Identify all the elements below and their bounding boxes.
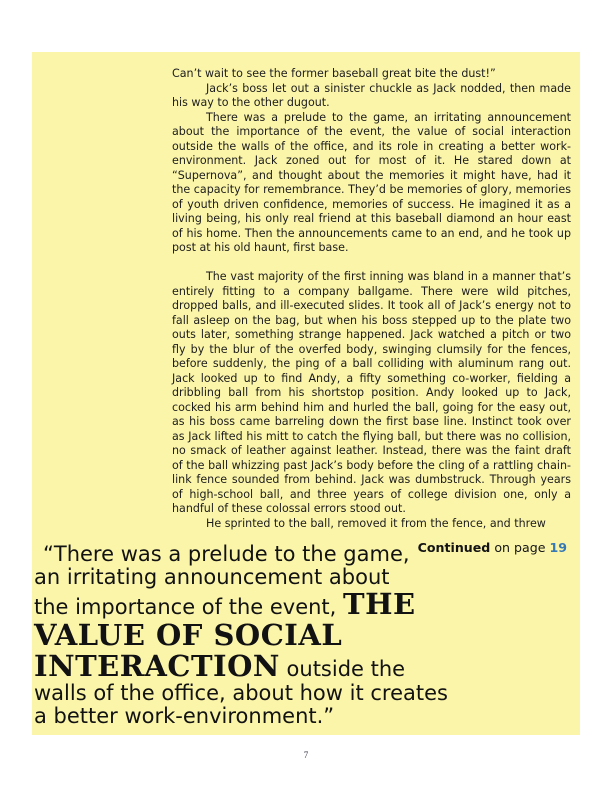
pull-quote bbox=[34, 543, 474, 728]
pull-quote-text: walls of the office, about how it creates bbox=[34, 681, 448, 705]
pull-quote-display-text: VALUE OF SOCIAL bbox=[34, 618, 343, 652]
pull-quote-display-text: INTERACTION bbox=[34, 649, 280, 683]
story-paragraph-2: Jack’s boss let out a sinister chuckle as Jack nodded, then made his way to the other dugout. bbox=[172, 81, 571, 109]
pull-quote-text: “There was a prelude to the game, bbox=[43, 542, 410, 566]
pull-quote-text: a better work-environment.” bbox=[34, 704, 335, 728]
pull-quote-line bbox=[34, 589, 474, 620]
pull-quote-line bbox=[34, 566, 474, 589]
pull-quote-line bbox=[34, 682, 474, 705]
story-column bbox=[172, 67, 571, 555]
pull-quote-text: the importance of the event, bbox=[34, 595, 344, 619]
continued-label: Continued bbox=[417, 540, 491, 555]
story-paragraph-1: Can’t wait to see the former baseball great bite the dust!” bbox=[172, 67, 496, 80]
continued-on-page-text: on page bbox=[490, 540, 550, 555]
pull-quote-text: outside the bbox=[279, 657, 406, 681]
page-number: 7 bbox=[303, 750, 309, 760]
magazine-page bbox=[32, 52, 580, 735]
pull-quote-line bbox=[34, 651, 474, 682]
story-paragraph-4: The vast majority of the first inning was bland in a manner that’s entirely fitting to a company ballgame. There were wild pitches, dropped balls, and ill-executed slides. It took all of Jack’s energy not to fall asleep on the bag, but when his boss stepped up to the plate two outs later, something strange happened. Jack watched a pitch or two fly by the blur of the overfed body, swinging clumsily for the fences, before suddenly, the ping of a ball colliding with aluminum rang out. Jack looked up to find Andy, a fifty something co-worker, fielding a dribbling ball from his shortstop position. Andy looked up to Jack, cocked his arm behind him and hurled the ball, going for the easy out, as his boss came barreling down the first base line. Instinct took over as Jack lifted his mitt to catch the flying ball, but there was no collision, no smack of leather against leather. Instead, there was the faint draft of the ball whizzing past Jack’s body before the cling of a rattling chain-link fence sounded from behind. Jack was dumbstruck. Through years of high-school ball, and three years of college division one, only a handful of these colossal errors stood out. bbox=[172, 270, 571, 515]
pull-quote-line bbox=[34, 620, 474, 651]
pull-quote-line bbox=[34, 543, 474, 566]
pull-quote-line bbox=[34, 705, 474, 728]
pull-quote-text: an irritating announcement about bbox=[34, 565, 390, 589]
story-paragraph-5: He sprinted to the ball, removed it from the fence, and threw bbox=[206, 516, 546, 530]
continued-page-link[interactable]: 19 bbox=[549, 540, 567, 555]
story-paragraph-3: There was a prelude to the game, an irritating announcement about the importance of the event, the value of social interaction outside the walls of the office, and its role in creating a better work-environment. Jack zoned out for most of it. He stared down at “Supernova”, and thought about the memories it might have, had it the capacity for remembrance. They’d be memories of glory, memories of youth driven confidence, memories of success. He imagined it as a living being, his only real friend at this baseball diamond an hour east of his home. Then the announcements came to an end, and he took up post at his old haunt, first base. bbox=[172, 110, 571, 254]
pull-quote-display-text: THE bbox=[343, 587, 416, 621]
